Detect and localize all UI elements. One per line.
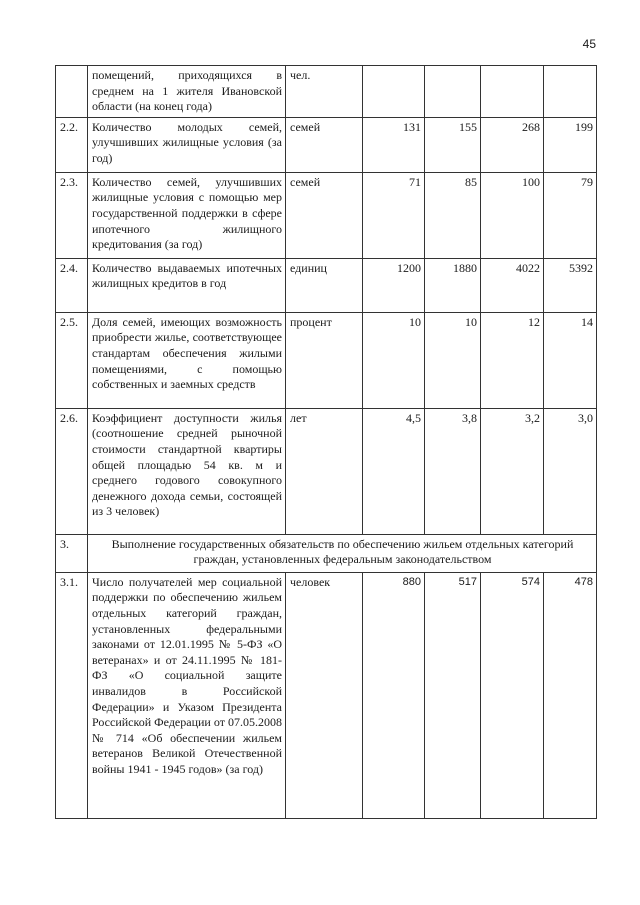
value-cell: 1880	[425, 258, 481, 312]
indicators-table	[55, 65, 597, 819]
value-cell: 268	[481, 117, 544, 172]
value-cell: 12	[481, 312, 544, 408]
value-cell: 4,5	[363, 408, 425, 534]
unit-cell: семей	[286, 172, 363, 258]
indicator-name: Количество выдаваемых ипотечных жилищных кредитов в год	[88, 258, 286, 312]
value-cell: 10	[425, 312, 481, 408]
value-cell	[363, 66, 425, 118]
value-cell: 14	[544, 312, 597, 408]
row-number: 3.	[56, 534, 88, 572]
unit-cell: единиц	[286, 258, 363, 312]
indicator-name: помещений, приходящихся в среднем на 1 жителя Ивановской области (на конец года)	[88, 66, 286, 118]
indicator-name: Доля семей, имеющих возможность приобрести жилье, соответствующее стандартам обеспечения жилыми помещениями, с помощью собственных и заемных средств	[88, 312, 286, 408]
indicator-name: Коэффициент доступности жилья (соотношение средней рыночной стоимости стандартной квартиры общей площадью 54 кв. м и среднего годового совокупного денежного дохода семьи, состоящей из 3 человек)	[88, 408, 286, 534]
table-row	[56, 408, 597, 534]
section-header-row	[56, 534, 597, 572]
row-number: 2.6.	[56, 408, 88, 534]
unit-cell: семей	[286, 117, 363, 172]
unit-cell: человек	[286, 572, 363, 818]
value-cell	[425, 66, 481, 118]
value-cell: 5392	[544, 258, 597, 312]
row-number: 2.4.	[56, 258, 88, 312]
row-number	[56, 66, 88, 118]
table-row	[56, 66, 597, 118]
value-cell: 71	[363, 172, 425, 258]
row-number: 2.5.	[56, 312, 88, 408]
indicator-name: Число получателей мер социальной поддержки по обеспечению жильем отдельных категорий граждан, установленных федеральными законами от 12.01.1995 № 5-ФЗ «О ветеранах» и от 24.11.1995 № 181-ФЗ «О социальной защите инвалидов в Российской Федерации» и Указом Президента Российской Федерации от 07.05.2008 № 714 «Об обеспечении жильем ветеранов Великой Отечественной войны 1941 - 1945 годов» (за год)	[88, 572, 286, 818]
value-cell: 880	[363, 572, 425, 818]
row-number: 2.2.	[56, 117, 88, 172]
unit-cell: чел.	[286, 66, 363, 118]
value-cell: 3,0	[544, 408, 597, 534]
section-title: Выполнение государственных обязательств по обеспечению жильем отдельных категорий граждан, установленных федеральным законодательством	[88, 534, 597, 572]
table-row	[56, 258, 597, 312]
page-number: 45	[582, 37, 596, 51]
value-cell	[544, 66, 597, 118]
value-cell: 3,8	[425, 408, 481, 534]
unit-cell: лет	[286, 408, 363, 534]
value-cell: 478	[544, 572, 597, 818]
value-cell: 10	[363, 312, 425, 408]
value-cell: 199	[544, 117, 597, 172]
indicator-name: Количество молодых семей, улучшивших жилищные условия (за год)	[88, 117, 286, 172]
value-cell: 517	[425, 572, 481, 818]
value-cell: 131	[363, 117, 425, 172]
row-number: 2.3.	[56, 172, 88, 258]
value-cell: 155	[425, 117, 481, 172]
row-number: 3.1.	[56, 572, 88, 818]
value-cell: 85	[425, 172, 481, 258]
value-cell: 3,2	[481, 408, 544, 534]
value-cell: 1200	[363, 258, 425, 312]
unit-cell: процент	[286, 312, 363, 408]
table-row	[56, 172, 597, 258]
table-row	[56, 312, 597, 408]
value-cell: 79	[544, 172, 597, 258]
table-row	[56, 572, 597, 818]
value-cell: 574	[481, 572, 544, 818]
value-cell: 100	[481, 172, 544, 258]
value-cell: 4022	[481, 258, 544, 312]
table-row	[56, 117, 597, 172]
value-cell	[481, 66, 544, 118]
indicator-name: Количество семей, улучшивших жилищные условия с помощью мер государственной поддержки в сфере ипотечного жилищного кредитования (за год)	[88, 172, 286, 258]
